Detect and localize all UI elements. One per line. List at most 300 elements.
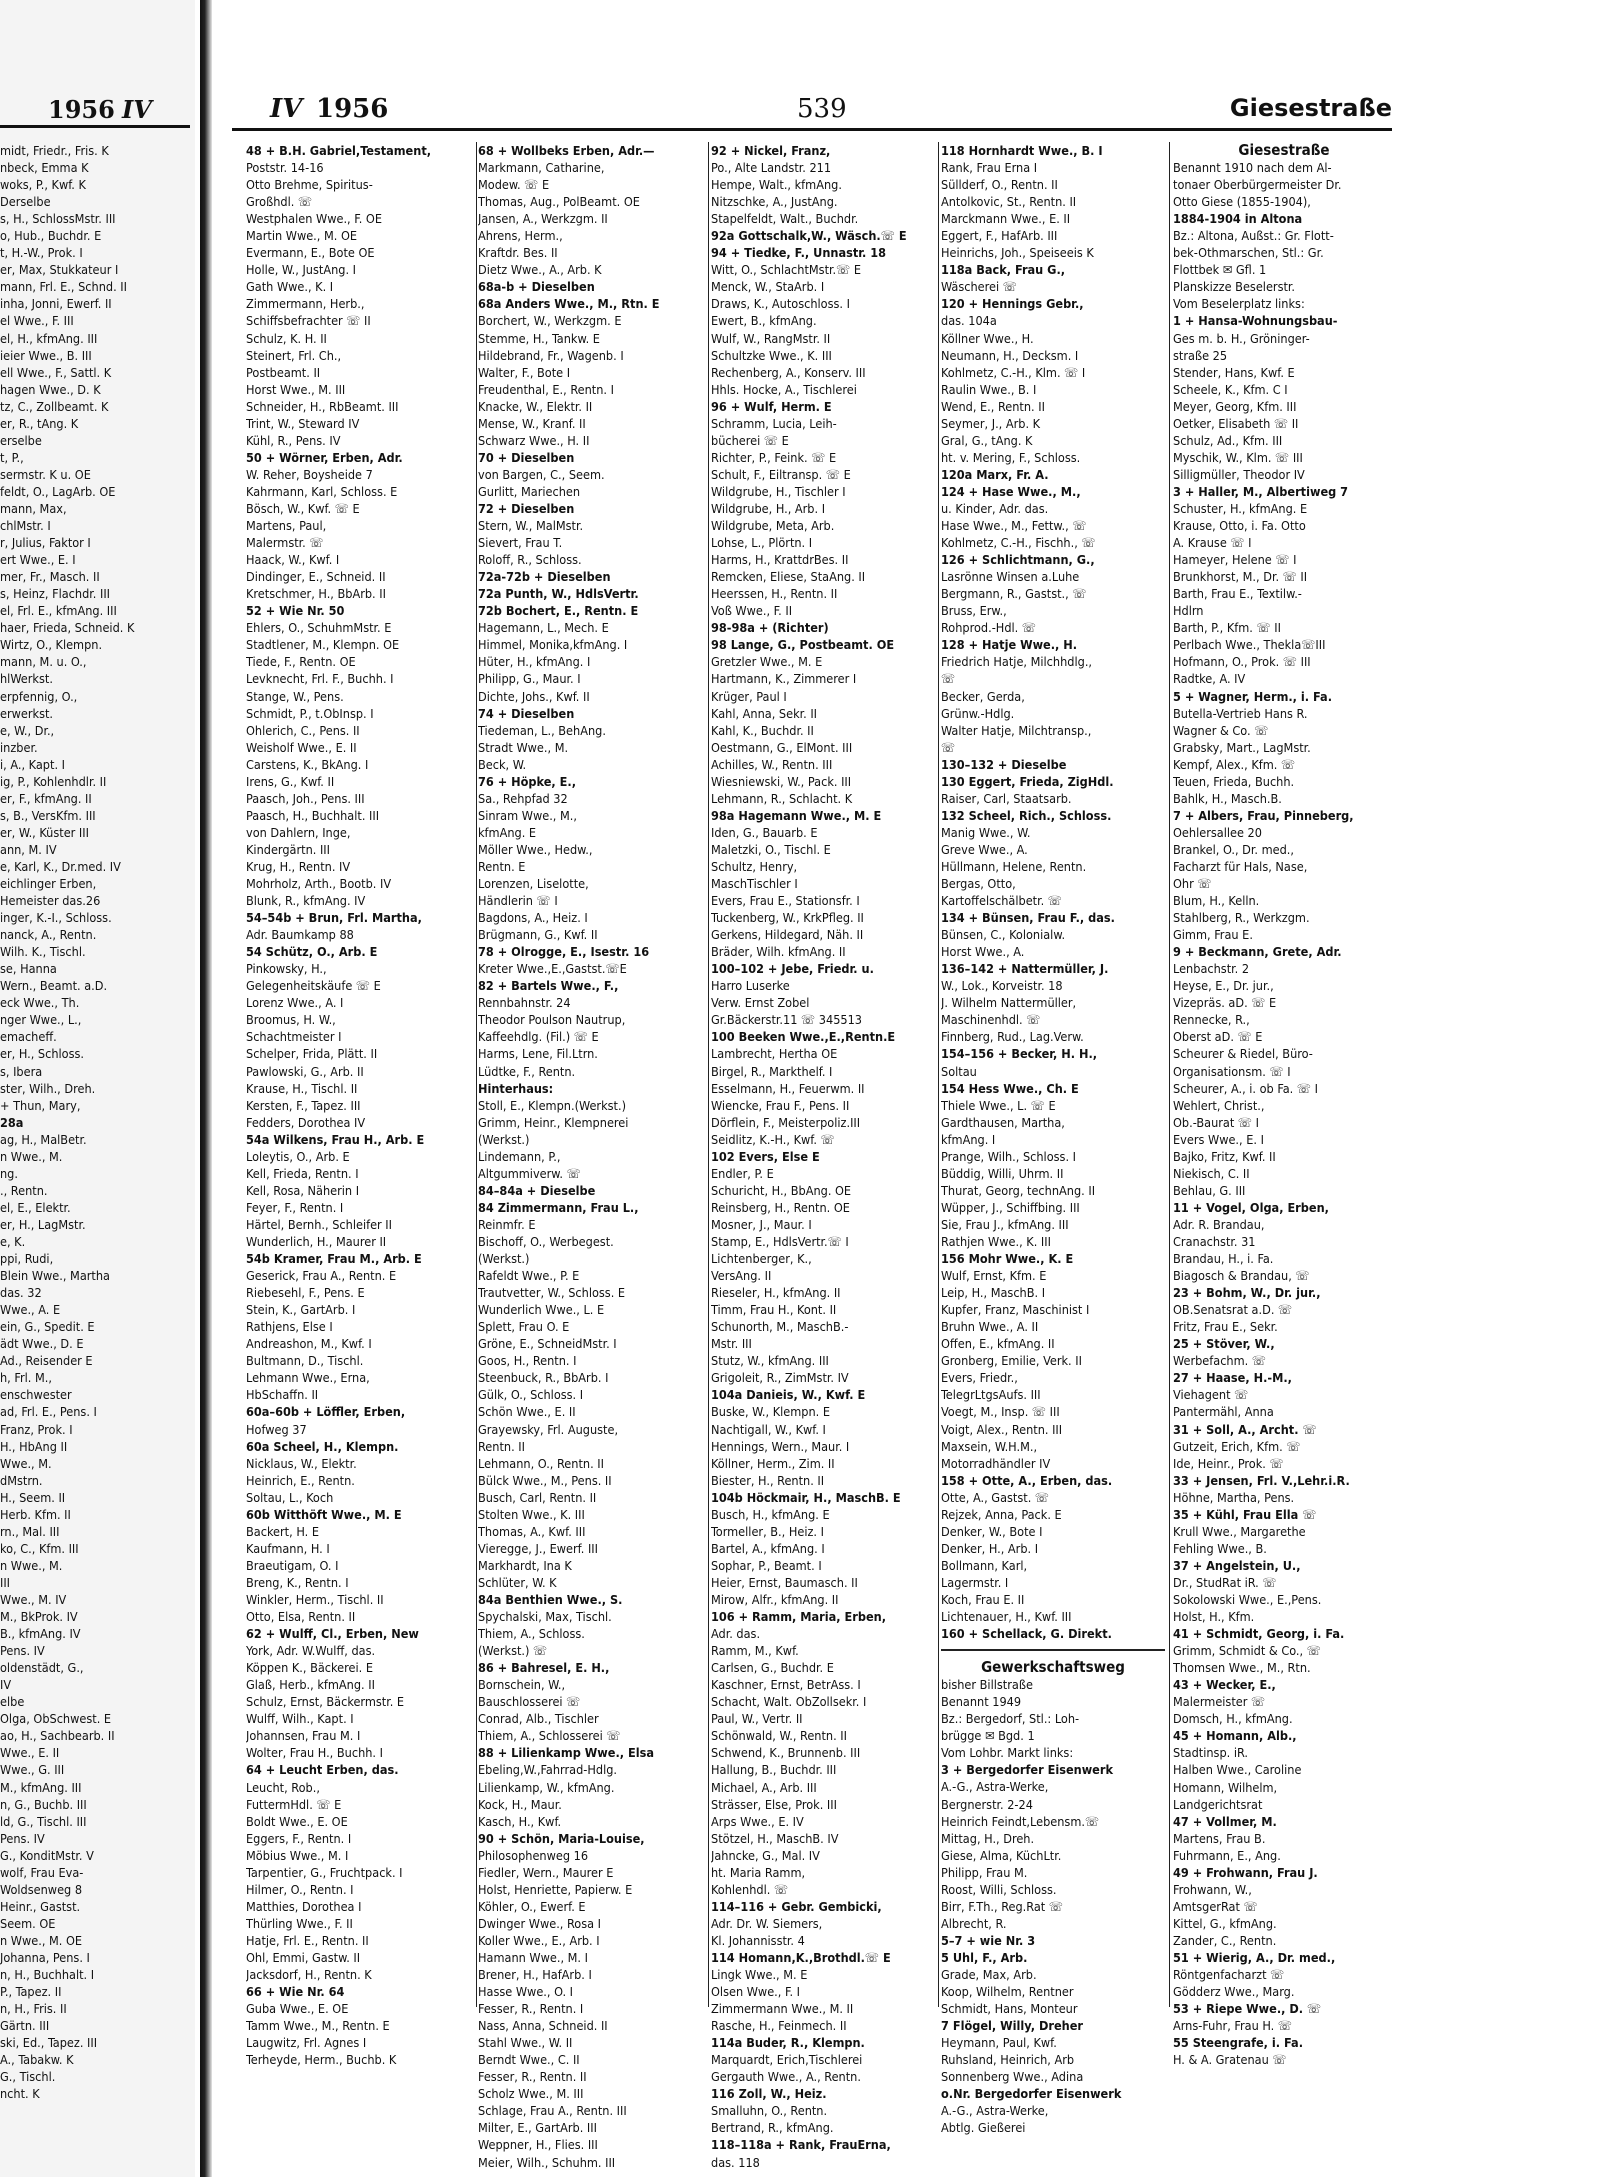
directory-line: Busch, H., kfmAng. E [711,1506,830,1522]
directory-line: Silligmüller, Theodor IV [1173,466,1305,482]
directory-line: Bz.: Altona, Außst.: Gr. Flott- [1173,228,1334,244]
directory-line: Schwend, K., Brunnenb. III [711,1745,861,1761]
directory-line: e, W., Dr., [0,722,55,738]
directory-line: Bagdons, A., Heiz. I [478,910,588,926]
directory-line: Verw. Ernst Zobel [711,995,810,1011]
directory-line: Otto, Elsa, Rentn. II [246,1609,356,1625]
directory-line: 118 Hornhardt Wwe., B. I [941,143,1103,158]
directory-line: ski, Ed., Tapez. III [0,2035,98,2051]
directory-line: Ramm, M., Kwf. [711,1643,799,1659]
directory-line: e, K. [0,1234,26,1249]
directory-line: Wildgrube, Meta, Arb. [711,518,835,534]
directory-line: Schlüter, W. K [478,1574,557,1590]
directory-line: Broomus, H. W., [246,1012,336,1028]
directory-line: Härtel, Bernh., Schleifer II [246,1216,392,1232]
directory-line: Brügmann, G., Kwf. II [478,927,598,943]
directory-line: York, Adr. W.Wulff, das. [246,1643,376,1659]
directory-line: 62 + Wulff, Cl., Erben, New [246,1626,419,1642]
directory-line: t, P., [0,449,24,465]
directory-line: Lingk Wwe., M. E [711,1967,808,1983]
directory-line: ig, P., Kohlenhdlr. II [0,773,107,789]
directory-line: Reinmfr. E [478,1216,536,1232]
directory-line: Büddig, Willi, Uhrm. II [941,1165,1064,1181]
directory-line: Busch, Carl, Rentn. II [478,1489,597,1505]
directory-line: Achilles, W., Rentn. III [711,756,833,772]
directory-line: mann, Max, [0,500,67,516]
directory-line: Hempe, Walt., kfmAng. [711,177,842,193]
directory-line: 50 + Wörner, Erben, Adr. [246,449,403,465]
directory-line: Gelegenheitskäufe ☏ E [246,978,381,994]
directory-line: 47 + Vollmer, M. [1173,1813,1277,1829]
left-page-column [0,142,175,2102]
directory-line: Wäscherei ☏ [941,279,1017,295]
directory-column-1 [246,142,474,2068]
directory-line: 23 + Bohm, W., Dr. jur., [1173,1285,1321,1301]
directory-line: Lambrecht, Hertha OE [711,1046,838,1062]
directory-line: Wehlert, Christ., [1173,1097,1265,1113]
volume-number: IV [270,94,303,124]
directory-line: Hartmann, K., Zimmerer I [711,671,857,687]
directory-line: Stadtinsp. iR. [1173,1745,1249,1761]
directory-line: Kaschner, Ernst, BetrAss. I [711,1677,861,1693]
directory-line: Kaffeehdlg. (Fil.) ☏ E [478,1029,599,1045]
directory-line: Endler, P. E [711,1165,774,1181]
directory-line: Tamm Wwe., M., Rentn. E [246,2018,390,2034]
directory-line: enschwester [0,1387,72,1403]
directory-line: s, Ibera [0,1063,43,1079]
directory-line: Hatje, Frl. E., Rentn. II [246,1932,369,1948]
directory-line: ann, M. IV [0,841,57,857]
directory-line: Großhdl. ☏ [246,194,313,210]
directory-line: mann, M. u. O., [0,654,87,670]
directory-line: Ad., Reisender E [0,1353,93,1369]
directory-line: 96 + Wulf, Herm. E [711,398,832,414]
directory-line: Oetker, Elisabeth ☏ II [1173,415,1299,431]
directory-line: Ohr ☏ [1173,876,1212,892]
directory-line: Greve Wwe., A. [941,841,1028,857]
directory-line: Trint, W., Steward IV [246,415,360,431]
directory-line: Tuckenberg, W., KrkPfleg. II [711,910,864,926]
directory-line: Behlau, G. III [1173,1182,1246,1198]
directory-line: III [0,1574,11,1590]
directory-line: Bertrand, R., kfmAng. [711,2120,834,2136]
directory-line: Benannt 1910 nach dem Al- [1173,160,1332,176]
directory-line: Blunk, R., kfmAng. IV [246,893,366,909]
directory-line: Schön Wwe., E. II [478,1404,576,1420]
directory-line: Markhardt, Ina K [478,1557,572,1573]
directory-line: Schmidt, Hans, Monteur [941,2001,1078,2017]
directory-line: A. Krause ☏ I [1173,535,1252,551]
directory-line: Gutzeit, Erich, Kfm. ☏ [1173,1438,1301,1454]
directory-line: bücherei ☏ E [711,432,789,448]
directory-line: Vom Lohbr. Markt links: [941,1745,1074,1761]
directory-line: Stolten Wwe., K. III [478,1506,585,1522]
directory-line: Stradt Wwe., M. [478,739,569,755]
directory-line: Malermstr. ☏ [246,535,324,551]
directory-line: 104a Danieis, W., Kwf. E [711,1387,866,1403]
directory-line: Holle, W., JustAng. I [246,262,356,278]
directory-line: A., Tabakw. K [0,2052,74,2068]
directory-line: Gr.Bäckerstr.11 ☏ 345513 [711,1012,863,1028]
directory-line: n Wwe., M. [0,1148,63,1164]
directory-line: 7 Flögel, Willy, Dreher [941,2018,1083,2034]
directory-line: Olga, ObSchwest. E [0,1711,112,1727]
directory-line: 49 + Frohwann, Frau J. [1173,1864,1318,1880]
directory-line: Stutz, W., kfmAng. III [711,1353,829,1369]
street-section-heading: Giesestraße [1238,142,1330,159]
directory-line: 120a Marx, Fr. A. [941,466,1049,482]
year: 1956 [316,94,389,124]
directory-line: Maletzki, O., Tischl. E [711,841,831,857]
directory-line: Grimm, Schmidt & Co., ☏ [1173,1643,1321,1659]
left-page-fragment [0,0,195,2177]
directory-line: 68 + Wollbeks Erben, Adr.— [478,143,655,158]
directory-line: hlWerkst. [0,671,53,687]
directory-line: Mohrholz, Arth., Bootb. IV [246,876,392,892]
directory-line: bek-Othmarschen, Stl.: Gr. [1173,245,1324,261]
running-street-name: Giesestraße [1229,94,1392,122]
directory-line: h, Frl. M., [0,1370,52,1386]
directory-line: Ohlerich, C., Pens. II [246,722,360,738]
directory-line: + Thun, Mary, [0,1097,81,1113]
directory-line: Draws, K., Autoschloss. I [711,296,850,312]
directory-line: 74 + Dieselben [478,705,575,721]
directory-line: ad, Frl. E., Pens. I [0,1404,97,1420]
directory-line: Freudenthal, E., Rentn. I [478,381,614,397]
directory-line: Bartel, A., kfmAng. I [711,1540,825,1556]
directory-line: Kl. Johannisstr. 4 [711,1932,805,1948]
directory-line: kfmAng. E [478,824,537,840]
directory-line: el, E., Elektr. [0,1199,71,1215]
directory-line: Lehmann, R., Schlacht. K [711,790,853,806]
directory-line: nanck, A., Rentn. [0,927,97,943]
directory-line: Holst, H., Kfm. [1173,1609,1255,1625]
directory-line: erpfennig, O., [0,688,78,704]
street-section-heading: Gewerkschaftsweg [981,1659,1125,1677]
directory-line: 72 + Dieselben [478,500,575,516]
directory-line: Gurlitt, Mariechen [478,483,581,499]
directory-line: Meyer, Georg, Kfm. III [1173,398,1297,414]
directory-line: Oberst aD. ☏ E [1173,1029,1263,1045]
directory-line: Wwe., M. [0,1455,52,1471]
column-divider [938,142,939,2007]
directory-line: Adr. Baumkamp 88 [246,927,354,943]
directory-line: Sophar, P., Beamt. I [711,1557,822,1573]
directory-line: Vieregge, J., Ewerf. III [478,1540,598,1556]
directory-line: Sinram Wwe., M., [478,807,577,823]
directory-line: Hüter, H., kfmAng. I [478,654,591,670]
directory-line: ht. Maria Ramm, [711,1864,806,1880]
directory-line: Hagemann, L., Mech. E [478,620,609,636]
directory-line: Thomas, A., Kwf. III [478,1523,586,1539]
directory-line: Grabsky, Mart., LagMstr. [1173,739,1311,755]
directory-line: Sonnenberg Wwe., Adina [941,2069,1084,2085]
directory-line: Thürling Wwe., F. II [246,1915,353,1931]
directory-line: n, G., Buchb. III [0,1796,87,1812]
directory-line: 3 + Haller, M., Albertiweg 7 [1173,483,1349,499]
directory-line: 68a-b + Dieselben [478,279,595,295]
directory-line: 154–156 + Becker, H. H., [941,1046,1098,1062]
directory-line: Vom Beselerplatz links: [1173,296,1305,312]
directory-line: Rafeldt Wwe., P. E [478,1268,580,1284]
directory-line: wolf, Frau Eva- [0,1864,84,1880]
directory-line: Wwe., G. III [0,1762,65,1778]
directory-line: Evers, Friedr., [941,1370,1018,1386]
directory-line: ng. [0,1165,18,1181]
directory-line: Kretschmer, H., BbArb. II [246,586,386,602]
directory-line: Fiedler, Wern., Maurer E [478,1864,614,1880]
directory-line: Schwarz Wwe., H. II [478,432,590,448]
directory-line: Soltau [941,1063,977,1079]
directory-line: Krause, H., Tischl. II [246,1080,358,1096]
directory-line: Arns-Fuhr, Frau H. ☏ [1173,2018,1293,2034]
directory-line: Brunkhorst, M., Dr. ☏ II [1173,569,1308,585]
directory-line: Scheurer & Riedel, Büro- [1173,1046,1313,1062]
directory-line: Gärtn. III [0,2018,50,2034]
directory-line: Menck, W., StaArb. I [711,279,825,295]
directory-line: er, R., tAng. K [0,415,79,431]
directory-line: Goos, H., Rentn. I [478,1353,577,1369]
directory-line: Brankel, O., Dr. med., [1173,841,1294,857]
directory-line: Hhls. Hocke, A., Tischlerei [711,381,857,397]
directory-line: Martens, Paul, [246,518,327,534]
directory-line: Planskizze Beselerstr. [1173,279,1296,295]
directory-line: Andreashon, M., Kwf. I [246,1336,372,1352]
directory-line: Horst Wwe., A. [941,944,1025,960]
directory-line: Ewert, B., kfmAng. [711,313,817,329]
directory-line: eichlinger Erben, [0,876,97,892]
directory-line: Matthies, Dorothea I [246,1898,362,1914]
directory-line: ., Rentn. [0,1182,48,1198]
directory-line: n Wwe., M. OE [0,1932,83,1948]
directory-line: oldenstädt, G., [0,1660,84,1676]
directory-line: Raulin Wwe., B. I [941,381,1037,397]
directory-line: Weppner, H., Flies. III [478,2137,598,2153]
directory-line: rn., Mal. III [0,1523,60,1539]
directory-line: Brandau, H., i. Fa. [1173,1251,1274,1267]
directory-line: Levknecht, Frl. F., Buchh. I [246,671,394,687]
directory-line: Kock, H., Maur. [478,1796,562,1812]
directory-line: Philipp, G., Maur. I [478,671,581,687]
directory-line: Pens. IV [0,1830,45,1846]
directory-line: Schiffsbefrachter ☏ II [246,313,371,329]
directory-line: Gülk, O., Schloss. I [478,1387,584,1403]
directory-line: Röntgenfacharzt ☏ [1173,1967,1285,1983]
directory-line: Marquardt, Erich,Tischlerei [711,2052,863,2068]
directory-line: Bollmann, Karl, [941,1557,1028,1573]
directory-line: Knacke, W., Elektr. II [478,398,593,414]
directory-line: Schramm, Lucia, Leih- [711,415,837,431]
directory-line: Rennecke, R., [1173,1012,1250,1028]
directory-line: 68a Anders Wwe., M., Rtn. E [478,296,660,312]
directory-line: Stötzel, H., MaschB. IV [711,1830,839,1846]
directory-line: Kempf, Alex., Kfm. ☏ [1173,756,1296,772]
directory-line: 27 + Haase, H.-M., [1173,1370,1292,1386]
directory-line: 11 + Vogel, Olga, Erben, [1173,1199,1329,1215]
directory-line: Scheele, K., Kfm. C I [1173,381,1288,397]
directory-line: Bülck Wwe., M., Pens. II [478,1472,612,1488]
directory-line: Voß Wwe., F. II [711,603,793,619]
directory-line: Gergauth Wwe., A., Rentn. [711,2069,861,2085]
directory-line: Adr. Dr. W. Siemers, [711,1915,823,1931]
directory-line: Viehagent ☏ [1173,1387,1249,1403]
directory-line: Rathjen Wwe., K. III [941,1234,1051,1249]
directory-line: Rentn. II [478,1438,525,1454]
directory-line: Haack, W., Kwf. I [246,552,340,568]
directory-line: Schultz, Henry, [711,858,798,874]
directory-line: Horst Wwe., M. III [246,381,346,397]
directory-line: Thiem, A., Schloss. [478,1626,585,1642]
directory-line: Krüger, Paul I [711,688,787,704]
directory-column-4 [941,142,1165,2136]
directory-line: 120 + Hennings Gebr., [941,296,1084,312]
directory-line: 72a-72b + Dieselben [478,569,611,585]
directory-line: Wwe., E. II [0,1745,60,1761]
directory-line: Guba Wwe., E. OE [246,2001,349,2017]
directory-line: 53 + Riepe Wwe., D. ☏ [1173,2001,1322,2017]
directory-line: OB.Senatsrat a.D. ☏ [1173,1302,1293,1318]
directory-line: ld, G., Tischl. III [0,1813,87,1829]
directory-line: Oehlersallee 20 [1173,824,1262,840]
directory-line: Blum, H., Kelln. [1173,893,1260,909]
directory-line: Jahncke, G., Mal. IV [711,1847,820,1863]
directory-line: Trautvetter, W., Schloss. E [478,1285,626,1301]
directory-line: 76 + Höpke, E., [478,773,577,789]
directory-line: Stadtlener, M., Klempn. OE [246,637,400,653]
directory-line: i, A., Kapt. I [0,756,65,772]
directory-line: Dietz Wwe., A., Arb. K [478,262,602,278]
directory-line: Gimm, Frau E. [1173,927,1253,943]
directory-line: Hüllmann, Helene, Rentn. [941,858,1087,874]
directory-line: Bahlk, H., Masch.B. [1173,790,1282,806]
directory-line: Ebeling,W.,Fahrrad-Hdlg. [478,1762,618,1778]
directory-line: 130 Eggert, Frieda, ZigHdl. [941,773,1114,789]
directory-line: Mittag, H., Dreh. [941,1830,1035,1846]
directory-line: Rejzek, Anna, Pack. E [941,1506,1062,1522]
directory-line: 84a Benthien Wwe., S. [478,1591,623,1607]
directory-line: Pawlowski, G., Arb. II [246,1063,364,1079]
directory-line: 104b Höckmair, H., MaschB. E [711,1489,901,1505]
directory-line: Werbefachm. ☏ [1173,1353,1267,1369]
directory-line: 35 + Kühl, Frau Ella ☏ [1173,1506,1317,1522]
directory-line: Landgerichtsrat [1173,1796,1263,1812]
directory-line: Grayewsky, Frl. Auguste, [478,1421,619,1437]
column-divider [708,142,709,2007]
page-header [232,92,1392,131]
directory-line: HbSchaffn. II [246,1387,319,1403]
directory-line: Kohlenhdl. ☏ [711,1881,789,1897]
directory-line: inha, Jonni, Ewerf. II [0,296,112,312]
directory-line: Denker, H., Arb. I [941,1540,1039,1556]
directory-line: 114 Homann,K.,Brothdl.☏ E [711,1949,891,1965]
directory-line: el, H., kfmAng. III [0,330,98,346]
directory-line: Grigoleit, R., ZimMstr. IV [711,1370,849,1386]
directory-line: 5 Uhl, F., Arb. [941,1949,1028,1965]
directory-line: Höhne, Martha, Pens. [1173,1489,1295,1505]
directory-column-5 [1173,142,1395,2068]
directory-line: Perlbach Wwe., Thekla☏III [1173,637,1326,653]
directory-line: 1 + Hansa-Wohnungsbau- [1173,313,1338,329]
directory-line: das. 118 [711,2154,760,2170]
directory-line: r, Julius, Faktor I [0,535,91,551]
directory-line: Ges m. b. H., Gröninger- [1173,330,1310,346]
directory-line: Pantermähl, Anna [1173,1404,1274,1420]
directory-line: Smalluhn, O., Rentn. [711,2103,828,2119]
directory-line: Scheurer, A., i. ob Fa. ☏ I [1173,1080,1318,1096]
left-page-header [0,95,190,128]
directory-line: Wulff, Wilh., Kapt. I [246,1711,354,1727]
directory-line: Paul, W., Vertr. II [711,1711,803,1727]
directory-line: Walter Hatje, Milchtransp., [941,722,1092,738]
directory-line: Lehmann, O., Rentn. II [478,1455,604,1471]
directory-line: feldt, O., LagArb. OE [0,483,116,499]
directory-line: Tiedeman, L., BehAng. [478,722,606,738]
directory-line: Hofmann, O., Prok. ☏ III [1173,654,1311,670]
directory-line: tz, C., Zollbeamt. K [0,398,109,414]
directory-line: Hdlrn [1173,603,1204,619]
directory-line: 52 + Wie Nr. 50 [246,603,345,619]
directory-line: emacheff. [0,1029,57,1045]
directory-line: Heymann, Paul, Kwf. [941,2035,1057,2051]
directory-line: Kraftdr. Bes. II [478,245,558,261]
directory-line: Loleytis, O., Arb. E [246,1148,350,1164]
directory-line: Thurat, Georg, technAng. II [941,1182,1096,1198]
directory-line: Bauschlosserei ☏ [478,1694,581,1710]
directory-line: Süllderf, O., Rentn. II [941,177,1058,193]
directory-line: Marckmann Wwe., E. II [941,211,1071,227]
directory-line: Möbius Wwe., M. I [246,1847,349,1863]
directory-line: Backert, H. E [246,1523,319,1539]
directory-line: Glaß, Herb., kfmAng. II [246,1677,375,1693]
directory-line: Lorenzen, Liselotte, [478,876,589,892]
directory-line: Paasch, Joh., Pens. III [246,790,365,806]
directory-line: kfmAng. I [941,1131,996,1147]
directory-line: Rentn. E [478,858,526,874]
directory-line: Denker, W., Bote I [941,1523,1043,1539]
directory-line: Jansen, A., Werkzgm. II [478,211,608,227]
directory-line: Steenbuck, R., BbArb. I [478,1370,609,1386]
directory-line: 37 + Angelstein, U., [1173,1557,1301,1573]
directory-line: Geserick, Frau A., Rentn. E [246,1268,397,1284]
directory-line: 128 + Hatje Wwe., H. [941,637,1078,653]
directory-line: IV [0,1677,12,1693]
directory-line: Becker, Gerda, [941,688,1025,704]
directory-line: bisher Billstraße [941,1677,1033,1693]
directory-line: Carlsen, G., Buchdr. E [711,1660,834,1676]
directory-line: Gerkens, Hildegard, Näh. II [711,927,864,943]
directory-line: Blein Wwe., Martha [0,1268,110,1284]
directory-line: Krause, Otto, i. Fa. Otto [1173,518,1306,534]
directory-line: Seymer, J., Arb. K [941,415,1041,431]
directory-line: Schacht, Walt. ObZollsekr. I [711,1694,867,1710]
directory-line: Derselbe [0,194,51,210]
directory-line: TelegrLtgsAufs. III [941,1387,1041,1403]
directory-line: Schuricht, H., BbAng. OE [711,1182,852,1198]
directory-line: Wend, E., Rentn. II [941,398,1045,414]
directory-line: Hennings, Wern., Maur. I [711,1438,850,1454]
directory-line: Homann, Wilhelm, [1173,1779,1278,1795]
directory-line: ncht. K [0,2086,40,2102]
directory-line: Krull Wwe., Margarethe [1173,1523,1306,1539]
directory-line: mer, Fr., Masch. II [0,569,100,585]
directory-line: H., HbAng II [0,1438,68,1454]
directory-line: Himmel, Monika,kfmAng. I [478,637,628,653]
directory-line: Kartoffelschälbetr. ☏ [941,893,1062,909]
directory-line: Stahlberg, R., Werkzgm. [1173,910,1310,926]
directory-line: Rieseler, H., kfmAng. II [711,1285,841,1301]
directory-line: 82 + Bartels Wwe., F., [478,978,619,994]
directory-line: Gardthausen, Martha, [941,1114,1065,1130]
